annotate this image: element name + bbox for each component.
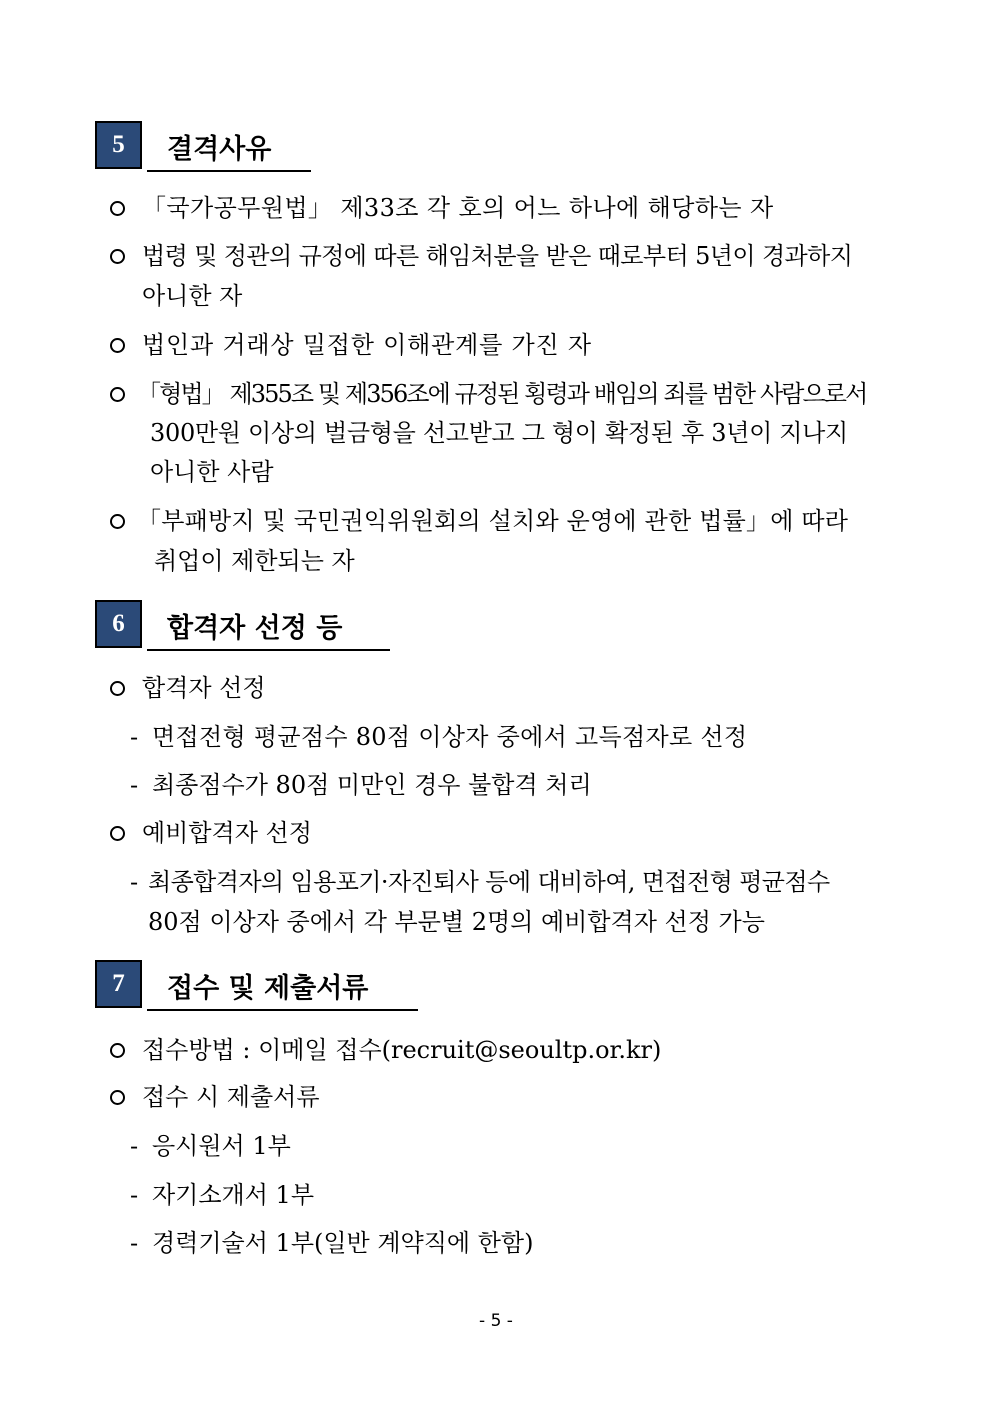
item-line: 아니한 사람 (150, 458, 274, 486)
dash-bullet: - (130, 771, 139, 799)
item-line: 법령 및 정관의 규정에 따른 해임처분을 받은 때로부터 5년이 경과하지 (142, 242, 853, 270)
circle-bullet-icon (110, 1043, 125, 1058)
page-number: - 5 - (479, 1311, 513, 1331)
sub-item-line: 자기소개서 1부 (152, 1181, 315, 1209)
item-line: 합격자 선정 (142, 674, 266, 702)
dash-bullet: - (130, 1181, 139, 1209)
section-title: 합격자 선정 등 (167, 613, 343, 644)
circle-bullet-icon (110, 1090, 125, 1105)
section-underline (147, 170, 311, 172)
item-line: 법인과 거래상 밀접한 이해관계를 가진 자 (142, 331, 592, 359)
sub-item-line: 최종점수가 80점 미만인 경우 불합격 처리 (152, 771, 592, 799)
circle-bullet-icon (110, 514, 125, 529)
dash-bullet: - (130, 723, 139, 751)
circle-bullet-icon (110, 338, 125, 353)
dash-bullet: - (130, 868, 139, 896)
item-line: 취업이 제한되는 자 (154, 547, 355, 575)
item-line: 접수방법 : 이메일 접수(recruit@seoultp.or.kr) (142, 1036, 662, 1064)
item-line: 아니한 자 (142, 282, 243, 310)
item-line: 접수 시 제출서류 (142, 1083, 320, 1111)
sub-item-line: 최종합격자의 임용포기·자진퇴사 등에 대비하여, 면접전형 평균점수 (148, 868, 830, 896)
section-number-box: 7 (95, 960, 142, 1008)
sub-item-line: 경력기술서 1부(일반 계약직에 한함) (152, 1229, 534, 1257)
circle-bullet-icon (110, 826, 125, 841)
item-line: 「부패방지 및 국민권익위원회의 설치와 운영에 관한 법률」에 따라 (137, 507, 849, 535)
sub-item-line: 80점 이상자 중에서 각 부문별 2명의 예비합격자 선정 가능 (148, 908, 765, 936)
dash-bullet: - (130, 1229, 139, 1257)
item-line: 「형법」 제355조 및 제356조에 규정된 횡령과 배임의 죄를 범한 사람으로서 (137, 380, 867, 408)
circle-bullet-icon (110, 249, 125, 264)
circle-bullet-icon (110, 681, 125, 696)
item-line: 300만원 이상의 벌금형을 선고받고 그 형이 확정된 후 3년이 지나지 (150, 419, 848, 447)
sub-item-line: 응시원서 1부 (152, 1132, 291, 1160)
section-number-box: 5 (95, 121, 142, 169)
item-line: 예비합격자 선정 (142, 819, 312, 847)
circle-bullet-icon (110, 387, 125, 402)
section-title: 접수 및 제출서류 (167, 973, 369, 1004)
dash-bullet: - (130, 1132, 139, 1160)
section-title: 결격사유 (167, 134, 272, 165)
section-number-box: 6 (95, 600, 142, 648)
item-line: 「국가공무원법」 제33조 각 호의 어느 하나에 해당하는 자 (142, 194, 774, 222)
section-underline (147, 1009, 418, 1011)
circle-bullet-icon (110, 201, 125, 216)
section-underline (147, 649, 390, 651)
sub-item-line: 면접전형 평균점수 80점 이상자 중에서 고득점자로 선정 (152, 723, 748, 751)
